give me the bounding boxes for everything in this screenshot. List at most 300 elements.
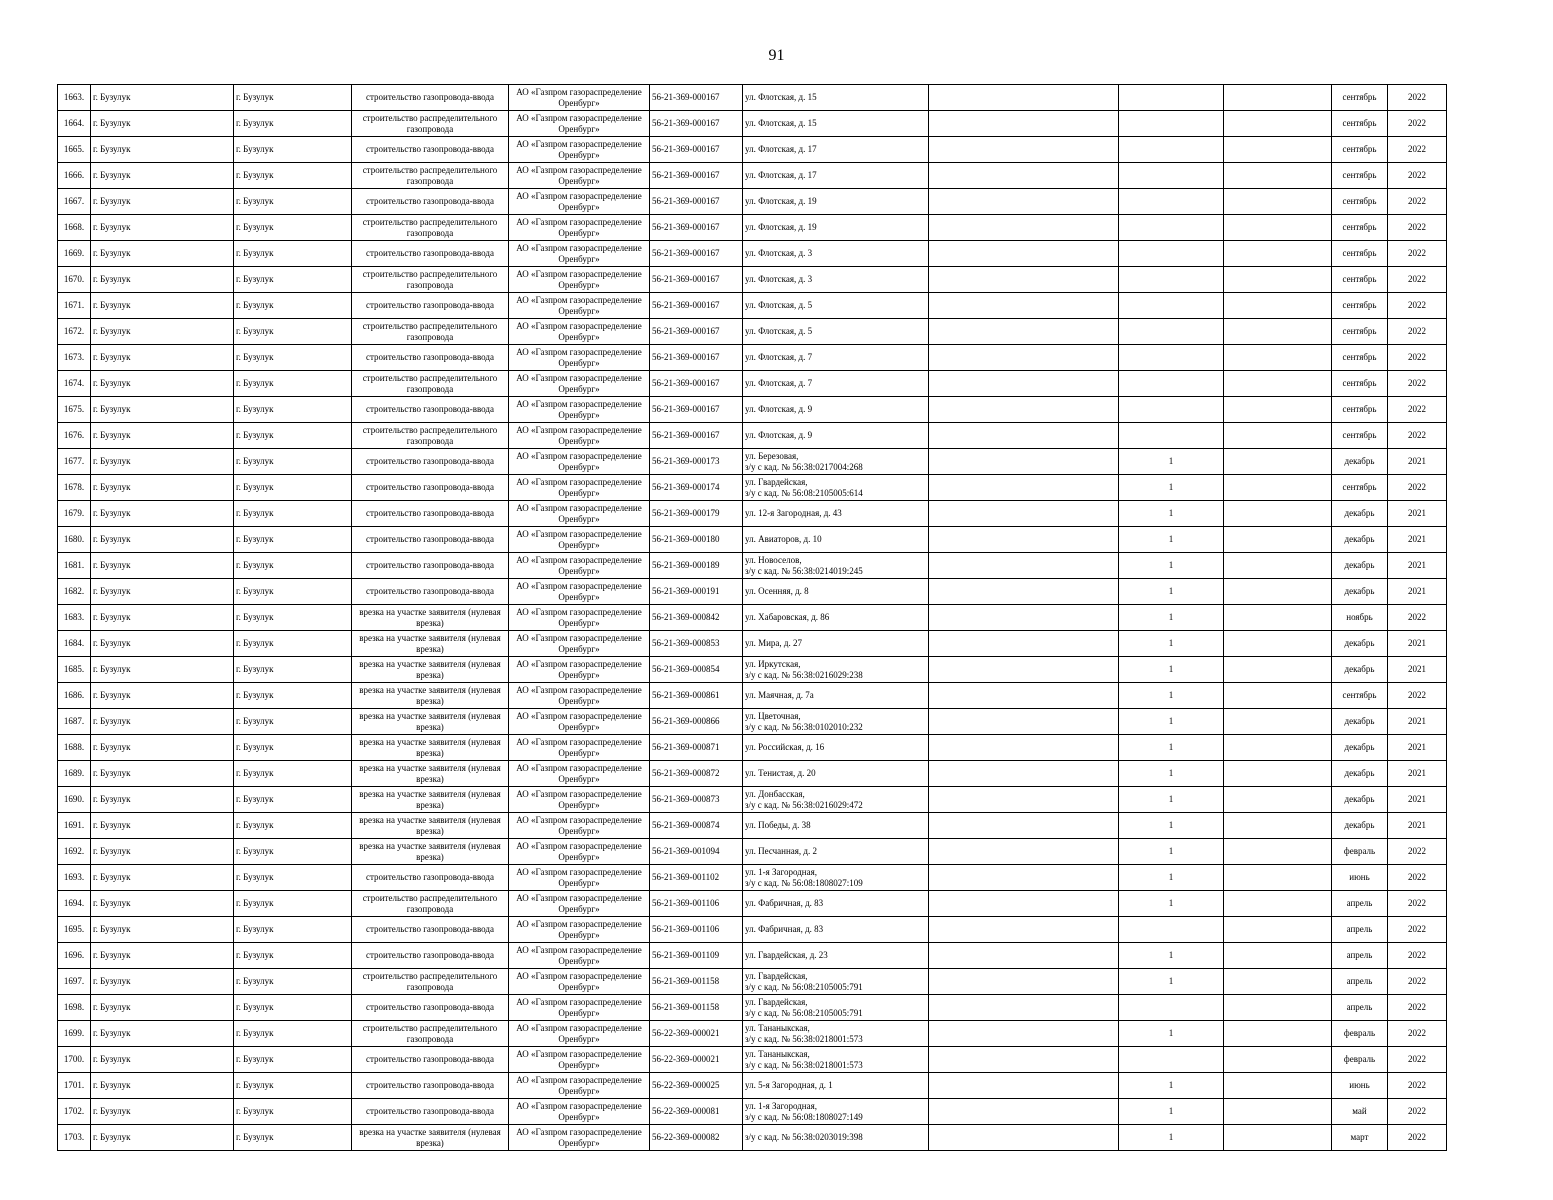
month-cell: сентябрь <box>1332 293 1388 319</box>
municipality-cell: г. Бузулук <box>91 865 234 891</box>
work-type-cell: врезка на участке заявителя (нулевая врезка) <box>352 709 509 735</box>
table-row <box>58 787 1447 813</box>
year-cell: 2021 <box>1388 657 1447 683</box>
work-type-cell: врезка на участке заявителя (нулевая врезка) <box>352 657 509 683</box>
empty-cell <box>929 267 1119 293</box>
locality-cell: г. Бузулук <box>234 1073 352 1099</box>
row-number-cell: 1676. <box>58 423 91 449</box>
contract-code-cell: 56-21-369-001158 <box>650 995 743 1021</box>
empty-cell <box>1224 345 1332 371</box>
year-cell: 2022 <box>1388 683 1447 709</box>
row-number-cell: 1703. <box>58 1125 91 1151</box>
quantity-cell: 1 <box>1119 943 1224 969</box>
organization-cell: АО «Газпром газораспределение Оренбург» <box>509 1021 650 1047</box>
table-row <box>58 839 1447 865</box>
address-cell: з/у с кад. № 56:38:0203019:398 <box>743 1125 929 1151</box>
organization-cell: АО «Газпром газораспределение Оренбург» <box>509 475 650 501</box>
quantity-cell: 1 <box>1119 501 1224 527</box>
organization-cell: АО «Газпром газораспределение Оренбург» <box>509 553 650 579</box>
locality-cell: г. Бузулук <box>234 293 352 319</box>
address-cell: ул. Тенистая, д. 20 <box>743 761 929 787</box>
organization-cell: АО «Газпром газораспределение Оренбург» <box>509 527 650 553</box>
address-cell: ул. Флотская, д. 9 <box>743 397 929 423</box>
empty-cell <box>929 995 1119 1021</box>
row-number-cell: 1700. <box>58 1047 91 1073</box>
row-number-cell: 1697. <box>58 969 91 995</box>
quantity-cell <box>1119 319 1224 345</box>
table-row <box>58 423 1447 449</box>
locality-cell: г. Бузулук <box>234 475 352 501</box>
organization-cell: АО «Газпром газораспределение Оренбург» <box>509 423 650 449</box>
month-cell: сентябрь <box>1332 345 1388 371</box>
work-type-cell: строительство распределительного газопровода <box>352 267 509 293</box>
municipality-cell: г. Бузулук <box>91 345 234 371</box>
month-cell: декабрь <box>1332 709 1388 735</box>
row-number-cell: 1687. <box>58 709 91 735</box>
municipality-cell: г. Бузулук <box>91 527 234 553</box>
contract-code-cell: 56-21-369-000866 <box>650 709 743 735</box>
locality-cell: г. Бузулук <box>234 85 352 111</box>
quantity-cell: 1 <box>1119 475 1224 501</box>
month-cell: декабрь <box>1332 787 1388 813</box>
empty-cell <box>929 605 1119 631</box>
locality-cell: г. Бузулук <box>234 1125 352 1151</box>
table-row <box>58 1099 1447 1125</box>
table-row <box>58 267 1447 293</box>
empty-cell <box>1224 969 1332 995</box>
address-cell: ул. Флотская, д. 17 <box>743 163 929 189</box>
address-cell: ул. Иркутская, з/у с кад. № 56:38:0216029:238 <box>743 657 929 683</box>
contract-code-cell: 56-21-369-000167 <box>650 241 743 267</box>
month-cell: сентябрь <box>1332 215 1388 241</box>
row-number-cell: 1666. <box>58 163 91 189</box>
empty-cell <box>1224 85 1332 111</box>
month-cell: апрель <box>1332 917 1388 943</box>
address-cell: ул. Мира, д. 27 <box>743 631 929 657</box>
empty-cell <box>1224 293 1332 319</box>
organization-cell: АО «Газпром газораспределение Оренбург» <box>509 917 650 943</box>
quantity-cell <box>1119 111 1224 137</box>
year-cell: 2022 <box>1388 969 1447 995</box>
empty-cell <box>1224 215 1332 241</box>
contract-code-cell: 56-21-369-000167 <box>650 423 743 449</box>
work-type-cell: строительство распределительного газопровода <box>352 111 509 137</box>
organization-cell: АО «Газпром газораспределение Оренбург» <box>509 397 650 423</box>
row-number-cell: 1665. <box>58 137 91 163</box>
row-number-cell: 1677. <box>58 449 91 475</box>
quantity-cell <box>1119 917 1224 943</box>
row-number-cell: 1667. <box>58 189 91 215</box>
empty-cell <box>1224 891 1332 917</box>
work-type-cell: врезка на участке заявителя (нулевая врезка) <box>352 813 509 839</box>
address-cell: ул. Флотская, д. 9 <box>743 423 929 449</box>
row-number-cell: 1688. <box>58 735 91 761</box>
quantity-cell: 1 <box>1119 839 1224 865</box>
address-cell: ул. Флотская, д. 5 <box>743 293 929 319</box>
locality-cell: г. Бузулук <box>234 943 352 969</box>
locality-cell: г. Бузулук <box>234 917 352 943</box>
municipality-cell: г. Бузулук <box>91 657 234 683</box>
municipality-cell: г. Бузулук <box>91 1073 234 1099</box>
address-cell: ул. Флотская, д. 5 <box>743 319 929 345</box>
empty-cell <box>1224 683 1332 709</box>
municipality-cell: г. Бузулук <box>91 1021 234 1047</box>
locality-cell: г. Бузулук <box>234 241 352 267</box>
year-cell: 2022 <box>1388 995 1447 1021</box>
municipality-cell: г. Бузулук <box>91 683 234 709</box>
empty-cell <box>1224 657 1332 683</box>
row-number-cell: 1694. <box>58 891 91 917</box>
month-cell: декабрь <box>1332 527 1388 553</box>
table-row <box>58 969 1447 995</box>
empty-cell <box>929 371 1119 397</box>
year-cell: 2022 <box>1388 293 1447 319</box>
empty-cell <box>929 761 1119 787</box>
empty-cell <box>929 111 1119 137</box>
table-row <box>58 137 1447 163</box>
table-row <box>58 995 1447 1021</box>
table-row <box>58 501 1447 527</box>
contract-code-cell: 56-21-369-001106 <box>650 917 743 943</box>
quantity-cell: 1 <box>1119 527 1224 553</box>
work-type-cell: строительство газопровода-ввода <box>352 1099 509 1125</box>
address-cell: ул. Флотская, д. 19 <box>743 189 929 215</box>
quantity-cell <box>1119 137 1224 163</box>
contract-code-cell: 56-21-369-001094 <box>650 839 743 865</box>
locality-cell: г. Бузулук <box>234 137 352 163</box>
row-number-cell: 1699. <box>58 1021 91 1047</box>
empty-cell <box>929 397 1119 423</box>
contract-code-cell: 56-21-369-000874 <box>650 813 743 839</box>
empty-cell <box>929 709 1119 735</box>
contract-code-cell: 56-22-369-000025 <box>650 1073 743 1099</box>
year-cell: 2022 <box>1388 85 1447 111</box>
locality-cell: г. Бузулук <box>234 865 352 891</box>
work-type-cell: строительство распределительного газопровода <box>352 215 509 241</box>
municipality-cell: г. Бузулук <box>91 995 234 1021</box>
row-number-cell: 1695. <box>58 917 91 943</box>
quantity-cell <box>1119 293 1224 319</box>
table-row <box>58 475 1447 501</box>
address-cell: ул. Флотская, д. 19 <box>743 215 929 241</box>
municipality-cell: г. Бузулук <box>91 189 234 215</box>
empty-cell <box>1224 423 1332 449</box>
organization-cell: АО «Газпром газораспределение Оренбург» <box>509 969 650 995</box>
empty-cell <box>929 319 1119 345</box>
municipality-cell: г. Бузулук <box>91 293 234 319</box>
address-cell: ул. Флотская, д. 3 <box>743 241 929 267</box>
month-cell: декабрь <box>1332 657 1388 683</box>
quantity-cell <box>1119 163 1224 189</box>
locality-cell: г. Бузулук <box>234 631 352 657</box>
organization-cell: АО «Газпром газораспределение Оренбург» <box>509 1073 650 1099</box>
work-type-cell: строительство газопровода-ввода <box>352 917 509 943</box>
empty-cell <box>929 163 1119 189</box>
table-row <box>58 1073 1447 1099</box>
row-number-cell: 1670. <box>58 267 91 293</box>
empty-cell <box>929 423 1119 449</box>
month-cell: ноябрь <box>1332 605 1388 631</box>
empty-cell <box>1224 631 1332 657</box>
quantity-cell <box>1119 423 1224 449</box>
municipality-cell: г. Бузулук <box>91 761 234 787</box>
locality-cell: г. Бузулук <box>234 189 352 215</box>
address-cell: ул. 1-я Загородная, з/у с кад. № 56:08:1808027:109 <box>743 865 929 891</box>
organization-cell: АО «Газпром газораспределение Оренбург» <box>509 1125 650 1151</box>
empty-cell <box>1224 527 1332 553</box>
quantity-cell: 1 <box>1119 787 1224 813</box>
empty-cell <box>1224 579 1332 605</box>
work-type-cell: строительство газопровода-ввода <box>352 189 509 215</box>
row-number-cell: 1674. <box>58 371 91 397</box>
municipality-cell: г. Бузулук <box>91 579 234 605</box>
quantity-cell: 1 <box>1119 605 1224 631</box>
municipality-cell: г. Бузулук <box>91 215 234 241</box>
address-cell: ул. Маячная, д. 7а <box>743 683 929 709</box>
organization-cell: АО «Газпром газораспределение Оренбург» <box>509 1047 650 1073</box>
year-cell: 2022 <box>1388 241 1447 267</box>
contract-code-cell: 56-21-369-000189 <box>650 553 743 579</box>
contract-code-cell: 56-21-369-000174 <box>650 475 743 501</box>
empty-cell <box>929 657 1119 683</box>
contract-code-cell: 56-21-369-000167 <box>650 189 743 215</box>
address-cell: ул. Флотская, д. 7 <box>743 371 929 397</box>
year-cell: 2021 <box>1388 527 1447 553</box>
municipality-cell: г. Бузулук <box>91 241 234 267</box>
municipality-cell: г. Бузулук <box>91 111 234 137</box>
municipality-cell: г. Бузулук <box>91 319 234 345</box>
quantity-cell: 1 <box>1119 1125 1224 1151</box>
year-cell: 2022 <box>1388 1047 1447 1073</box>
row-number-cell: 1680. <box>58 527 91 553</box>
quantity-cell: 1 <box>1119 683 1224 709</box>
empty-cell <box>929 579 1119 605</box>
month-cell: сентябрь <box>1332 683 1388 709</box>
quantity-cell: 1 <box>1119 735 1224 761</box>
year-cell: 2022 <box>1388 189 1447 215</box>
locality-cell: г. Бузулук <box>234 891 352 917</box>
organization-cell: АО «Газпром газораспределение Оренбург» <box>509 631 650 657</box>
empty-cell <box>929 1047 1119 1073</box>
locality-cell: г. Бузулук <box>234 579 352 605</box>
address-cell: ул. Победы, д. 38 <box>743 813 929 839</box>
empty-cell <box>929 787 1119 813</box>
row-number-cell: 1669. <box>58 241 91 267</box>
empty-cell <box>929 1099 1119 1125</box>
quantity-cell <box>1119 241 1224 267</box>
empty-cell <box>1224 605 1332 631</box>
address-cell: ул. Березовая, з/у с кад. № 56:38:0217004:268 <box>743 449 929 475</box>
address-cell: ул. Гвардейская, з/у с кад. № 56:08:2105005:614 <box>743 475 929 501</box>
month-cell: февраль <box>1332 839 1388 865</box>
quantity-cell: 1 <box>1119 657 1224 683</box>
year-cell: 2022 <box>1388 423 1447 449</box>
table-row <box>58 319 1447 345</box>
address-cell: ул. Флотская, д. 7 <box>743 345 929 371</box>
organization-cell: АО «Газпром газораспределение Оренбург» <box>509 293 650 319</box>
row-number-cell: 1691. <box>58 813 91 839</box>
quantity-cell: 1 <box>1119 1099 1224 1125</box>
contract-code-cell: 56-22-369-000081 <box>650 1099 743 1125</box>
month-cell: декабрь <box>1332 553 1388 579</box>
year-cell: 2022 <box>1388 267 1447 293</box>
empty-cell <box>929 137 1119 163</box>
quantity-cell: 1 <box>1119 449 1224 475</box>
municipality-cell: г. Бузулук <box>91 501 234 527</box>
contract-code-cell: 56-21-369-000167 <box>650 163 743 189</box>
address-cell: ул. Фабричная, д. 83 <box>743 917 929 943</box>
contract-code-cell: 56-22-369-000021 <box>650 1047 743 1073</box>
row-number-cell: 1681. <box>58 553 91 579</box>
work-type-cell: строительство распределительного газопровода <box>352 423 509 449</box>
empty-cell <box>1224 1125 1332 1151</box>
year-cell: 2022 <box>1388 163 1447 189</box>
year-cell: 2022 <box>1388 345 1447 371</box>
row-number-cell: 1696. <box>58 943 91 969</box>
organization-cell: АО «Газпром газораспределение Оренбург» <box>509 683 650 709</box>
empty-cell <box>929 1021 1119 1047</box>
year-cell: 2022 <box>1388 1073 1447 1099</box>
quantity-cell <box>1119 189 1224 215</box>
municipality-cell: г. Бузулук <box>91 163 234 189</box>
contract-code-cell: 56-21-369-000167 <box>650 319 743 345</box>
empty-cell <box>1224 111 1332 137</box>
contract-code-cell: 56-21-369-000179 <box>650 501 743 527</box>
table-row <box>58 189 1447 215</box>
contract-code-cell: 56-21-369-000167 <box>650 293 743 319</box>
organization-cell: АО «Газпром газораспределение Оренбург» <box>509 735 650 761</box>
table-row <box>58 631 1447 657</box>
month-cell: сентябрь <box>1332 85 1388 111</box>
municipality-cell: г. Бузулук <box>91 709 234 735</box>
municipality-cell: г. Бузулук <box>91 85 234 111</box>
work-type-cell: строительство газопровода-ввода <box>352 137 509 163</box>
address-cell: ул. Донбасская, з/у с кад. № 56:38:0216029:472 <box>743 787 929 813</box>
address-cell: ул. Тананыкская, з/у с кад. № 56:38:0218001:573 <box>743 1047 929 1073</box>
year-cell: 2022 <box>1388 215 1447 241</box>
work-type-cell: строительство газопровода-ввода <box>352 501 509 527</box>
municipality-cell: г. Бузулук <box>91 1125 234 1151</box>
year-cell: 2022 <box>1388 1125 1447 1151</box>
address-cell: ул. Хабаровская, д. 86 <box>743 605 929 631</box>
municipality-cell: г. Бузулук <box>91 553 234 579</box>
empty-cell <box>929 345 1119 371</box>
organization-cell: АО «Газпром газораспределение Оренбург» <box>509 241 650 267</box>
table-row <box>58 345 1447 371</box>
municipality-cell: г. Бузулук <box>91 423 234 449</box>
row-number-cell: 1692. <box>58 839 91 865</box>
quantity-cell <box>1119 397 1224 423</box>
contract-code-cell: 56-22-369-000021 <box>650 1021 743 1047</box>
empty-cell <box>1224 839 1332 865</box>
table-row <box>58 241 1447 267</box>
quantity-cell <box>1119 1047 1224 1073</box>
work-type-cell: врезка на участке заявителя (нулевая врезка) <box>352 683 509 709</box>
row-number-cell: 1698. <box>58 995 91 1021</box>
empty-cell <box>929 813 1119 839</box>
locality-cell: г. Бузулук <box>234 683 352 709</box>
month-cell: июнь <box>1332 865 1388 891</box>
organization-cell: АО «Газпром газораспределение Оренбург» <box>509 865 650 891</box>
municipality-cell: г. Бузулук <box>91 449 234 475</box>
year-cell: 2022 <box>1388 319 1447 345</box>
organization-cell: АО «Газпром газораспределение Оренбург» <box>509 85 650 111</box>
work-type-cell: строительство газопровода-ввода <box>352 1047 509 1073</box>
empty-cell <box>929 735 1119 761</box>
contract-code-cell: 56-21-369-000167 <box>650 371 743 397</box>
table-row <box>58 865 1447 891</box>
organization-cell: АО «Газпром газораспределение Оренбург» <box>509 319 650 345</box>
month-cell: декабрь <box>1332 813 1388 839</box>
contract-code-cell: 56-21-369-000180 <box>650 527 743 553</box>
year-cell: 2022 <box>1388 371 1447 397</box>
quantity-cell: 1 <box>1119 1073 1224 1099</box>
table-row <box>58 553 1447 579</box>
locality-cell: г. Бузулук <box>234 735 352 761</box>
table-row <box>58 111 1447 137</box>
municipality-cell: г. Бузулук <box>91 475 234 501</box>
row-number-cell: 1671. <box>58 293 91 319</box>
table-row <box>58 943 1447 969</box>
year-cell: 2022 <box>1388 605 1447 631</box>
year-cell: 2021 <box>1388 449 1447 475</box>
works-table <box>57 84 1447 1151</box>
table-row <box>58 605 1447 631</box>
month-cell: апрель <box>1332 969 1388 995</box>
table-row <box>58 891 1447 917</box>
organization-cell: АО «Газпром газораспределение Оренбург» <box>509 1099 650 1125</box>
row-number-cell: 1663. <box>58 85 91 111</box>
table-row <box>58 527 1447 553</box>
month-cell: март <box>1332 1125 1388 1151</box>
locality-cell: г. Бузулук <box>234 709 352 735</box>
empty-cell <box>929 839 1119 865</box>
month-cell: декабрь <box>1332 579 1388 605</box>
locality-cell: г. Бузулук <box>234 423 352 449</box>
empty-cell <box>929 683 1119 709</box>
month-cell: декабрь <box>1332 761 1388 787</box>
contract-code-cell: 56-22-369-000082 <box>650 1125 743 1151</box>
locality-cell: г. Бузулук <box>234 839 352 865</box>
contract-code-cell: 56-21-369-000854 <box>650 657 743 683</box>
municipality-cell: г. Бузулук <box>91 917 234 943</box>
contract-code-cell: 56-21-369-000167 <box>650 85 743 111</box>
locality-cell: г. Бузулук <box>234 371 352 397</box>
contract-code-cell: 56-21-369-000872 <box>650 761 743 787</box>
row-number-cell: 1685. <box>58 657 91 683</box>
page-number: 91 <box>768 47 785 64</box>
month-cell: сентябрь <box>1332 475 1388 501</box>
empty-cell <box>1224 449 1332 475</box>
organization-cell: АО «Газпром газораспределение Оренбург» <box>509 215 650 241</box>
locality-cell: г. Бузулук <box>234 345 352 371</box>
locality-cell: г. Бузулук <box>234 267 352 293</box>
municipality-cell: г. Бузулук <box>91 631 234 657</box>
address-cell: ул. Осенняя, д. 8 <box>743 579 929 605</box>
municipality-cell: г. Бузулук <box>91 397 234 423</box>
empty-cell <box>929 215 1119 241</box>
year-cell: 2021 <box>1388 761 1447 787</box>
work-type-cell: строительство газопровода-ввода <box>352 241 509 267</box>
address-cell: ул. Флотская, д. 15 <box>743 85 929 111</box>
locality-cell: г. Бузулук <box>234 969 352 995</box>
locality-cell: г. Бузулук <box>234 215 352 241</box>
year-cell: 2021 <box>1388 501 1447 527</box>
municipality-cell: г. Бузулук <box>91 813 234 839</box>
work-type-cell: строительство газопровода-ввода <box>352 293 509 319</box>
work-type-cell: строительство газопровода-ввода <box>352 865 509 891</box>
row-number-cell: 1689. <box>58 761 91 787</box>
